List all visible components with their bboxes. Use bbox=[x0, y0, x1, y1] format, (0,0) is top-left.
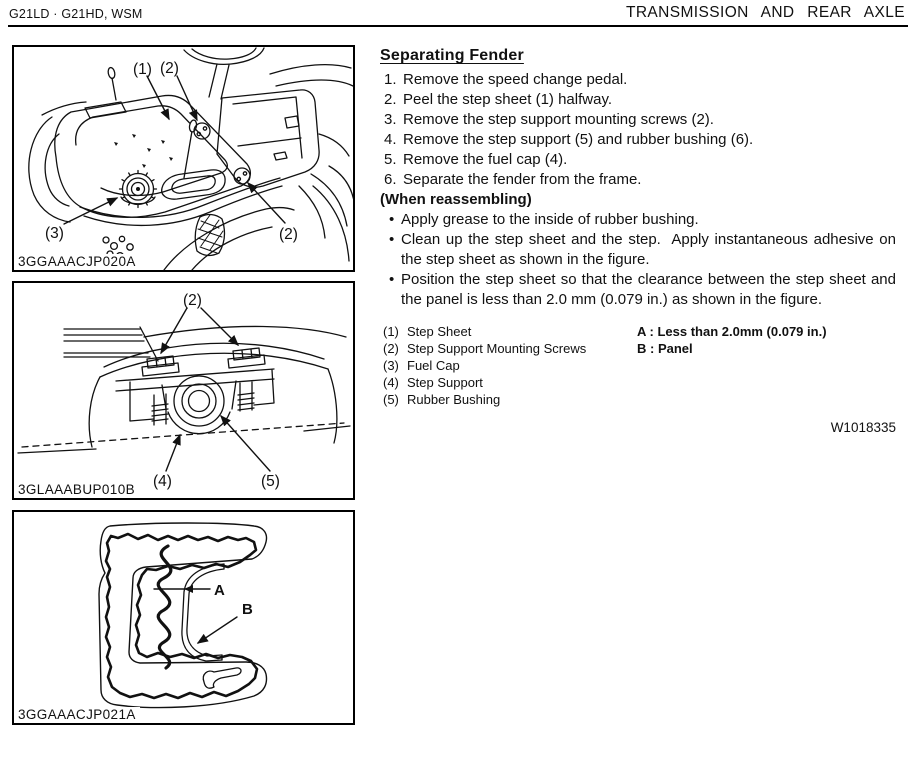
figure-step-sheet-section bbox=[12, 510, 355, 725]
callout-b-label: B bbox=[242, 601, 253, 618]
header-section-text: TRANSMISSION AND REAR AXLE bbox=[625, 4, 905, 21]
reassembling-heading: (When reassembling) bbox=[380, 191, 532, 208]
legend-name: Step Support bbox=[407, 375, 483, 390]
bullet-text: Position the step sheet so that the clearance between the step sheet and the panel is less than 2.0 mm (0.079 in.) as shown in the figure. bbox=[401, 271, 896, 308]
legend-number: (2) bbox=[383, 341, 399, 356]
callout-2-top-label: (2) bbox=[160, 60, 179, 77]
step-support-drawing bbox=[14, 283, 353, 498]
bullet-item-3 bbox=[380, 270, 896, 310]
legend-row-5 bbox=[380, 391, 896, 408]
legend-row-3 bbox=[380, 357, 896, 374]
header-rule bbox=[8, 25, 908, 27]
step-sheet-drawing bbox=[14, 512, 353, 723]
legend-number: (3) bbox=[383, 358, 399, 373]
legend-name: Step Support Mounting Screws bbox=[407, 341, 587, 356]
step-text: Remove the fuel cap (4). bbox=[403, 151, 568, 168]
dimension-b: B : Panel bbox=[637, 341, 693, 356]
callout-a-label: A bbox=[214, 582, 225, 599]
dimension-notes bbox=[637, 323, 827, 357]
step-number: 6. bbox=[384, 171, 397, 188]
callout-2-bottom-label: (2) bbox=[279, 226, 298, 243]
figure-tractor-overview bbox=[12, 45, 355, 272]
reassembling-list bbox=[380, 210, 896, 310]
step-text: Remove the speed change pedal. bbox=[403, 71, 628, 88]
callout-4-label: (4) bbox=[153, 473, 172, 490]
step-text: Remove the step support mounting screws (2). bbox=[403, 111, 714, 128]
step-item-2 bbox=[380, 90, 896, 110]
steps-list bbox=[380, 70, 896, 190]
bullet-marker: • bbox=[389, 211, 395, 228]
step-text: Peel the step sheet (1) halfway. bbox=[403, 91, 613, 108]
bullet-marker: • bbox=[389, 271, 395, 288]
bullet-item-1 bbox=[380, 210, 896, 230]
bullet-marker: • bbox=[389, 231, 395, 248]
callout-5-label: (5) bbox=[261, 473, 280, 490]
callout-1-label: (1) bbox=[133, 61, 152, 78]
legend-row-4 bbox=[380, 374, 896, 391]
step-number: 1. bbox=[384, 71, 397, 88]
tractor-overview-drawing bbox=[14, 47, 353, 270]
bullet-item-2 bbox=[380, 230, 896, 270]
content-column bbox=[380, 46, 896, 435]
step-text: Remove the step support (5) and rubber bushing (6). bbox=[403, 131, 754, 148]
step-number: 5. bbox=[384, 151, 397, 168]
figure-step-support-detail bbox=[12, 281, 355, 500]
step-number: 4. bbox=[384, 131, 397, 148]
legend-name: Rubber Bushing bbox=[407, 392, 501, 407]
section-title: Separating Fender bbox=[380, 47, 524, 64]
step-item-1 bbox=[380, 70, 896, 90]
bullet-text: Apply grease to the inside of rubber bushing. bbox=[401, 211, 699, 228]
legend-number: (5) bbox=[383, 392, 399, 407]
step-number: 3. bbox=[384, 111, 397, 128]
step-item-6 bbox=[380, 170, 896, 190]
step-item-4 bbox=[380, 130, 896, 150]
figure3-caption: 3GGAAACJP021A bbox=[16, 707, 140, 722]
legend-number: (4) bbox=[383, 375, 399, 390]
callout-2-label: (2) bbox=[183, 292, 202, 309]
figure1-caption: 3GGAAACJP020A bbox=[16, 254, 140, 269]
legend-number: (1) bbox=[383, 324, 399, 339]
legend-name: Fuel Cap bbox=[407, 358, 460, 373]
legend-area bbox=[380, 323, 896, 408]
dimension-a: A : Less than 2.0mm (0.079 in.) bbox=[637, 324, 827, 339]
reference-code: W1018335 bbox=[830, 420, 896, 435]
legend-name: Step Sheet bbox=[407, 324, 472, 339]
step-item-3 bbox=[380, 110, 896, 130]
step-text: Separate the fender from the frame. bbox=[403, 171, 642, 188]
header-model-text: G21LD · G21HD, WSM bbox=[9, 7, 143, 21]
bullet-text: Clean up the step sheet and the step. Apply instantaneous adhesive on the step sheet as shown in the figure. bbox=[401, 231, 896, 268]
step-number: 2. bbox=[384, 91, 397, 108]
callout-3-label: (3) bbox=[45, 225, 64, 242]
figure2-caption: 3GLAAABUP010B bbox=[16, 482, 139, 497]
step-item-5 bbox=[380, 150, 896, 170]
